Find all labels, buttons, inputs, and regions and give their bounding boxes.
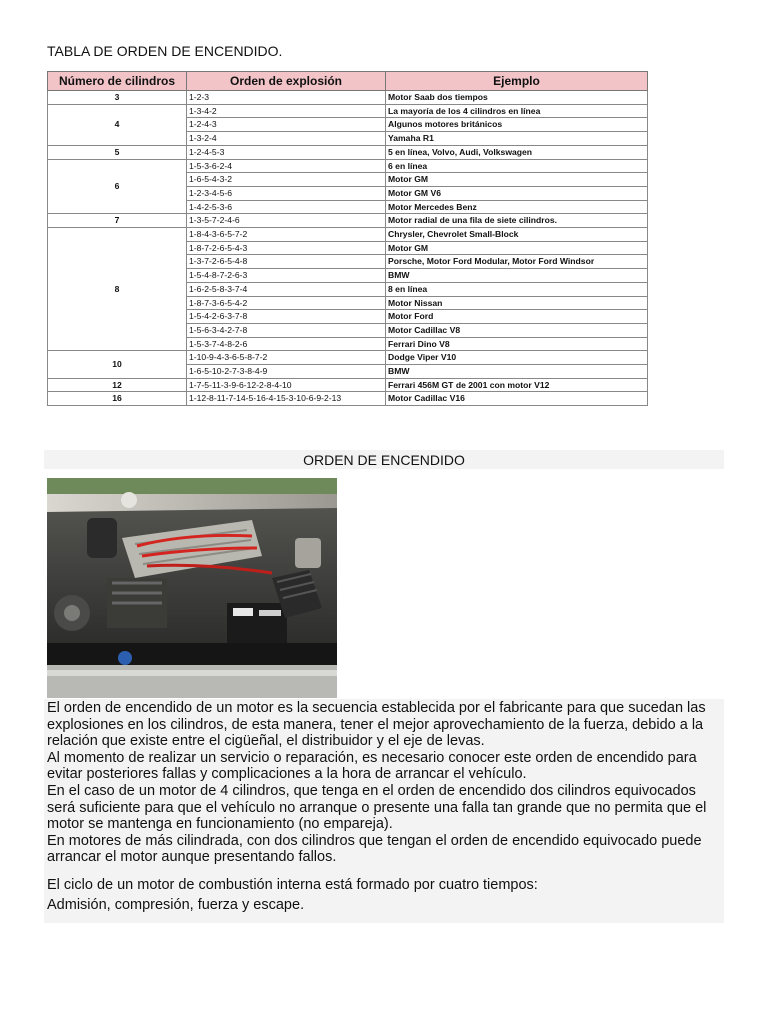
- table-row: [48, 351, 648, 365]
- cell-cylinders: 6: [48, 159, 187, 214]
- section-header-bar: [44, 450, 724, 469]
- cell-firing-order: 1-3-5-7-2-4-6: [187, 214, 386, 228]
- cell-example: Ferrari Dino V8: [386, 337, 648, 351]
- engine-bay-photo: [47, 478, 337, 698]
- cell-firing-order: 1-2-3: [187, 91, 386, 105]
- cell-firing-order: 1-4-2-5-3-6: [187, 200, 386, 214]
- cell-example: Motor Nissan: [386, 296, 648, 310]
- column-header-order: Orden de explosión: [187, 72, 386, 91]
- cell-example: Motor Cadillac V16: [386, 392, 648, 406]
- cell-example: Motor radial de una fila de siete cilindros.: [386, 214, 648, 228]
- cell-firing-order: 1-5-3-7-4-8-2-6: [187, 337, 386, 351]
- cell-example: 6 en línea: [386, 159, 648, 173]
- cell-firing-order: 1-2-3-4-5-6: [187, 186, 386, 200]
- cell-cylinders: 16: [48, 392, 187, 406]
- paragraph-more-cylinders: En motores de más cilindrada, con dos cilindros que tengan el orden de encendido equivocado puede arrancar el motor aunque presentando fallos.: [47, 832, 702, 866]
- cell-firing-order: 1-5-3-6-2-4: [187, 159, 386, 173]
- table-row: [48, 145, 648, 159]
- paragraph-service: Al momento de realizar un servicio o reparación, es necesario conocer este orden de encendido para evitar posteriores fallas y complicaciones a la hora de arrancar el vehículo.: [47, 749, 697, 783]
- cell-cylinders: 12: [48, 378, 187, 392]
- table-header-row: [48, 72, 648, 91]
- table-body: [48, 91, 648, 406]
- cell-example: La mayoría de los 4 cilindros en línea: [386, 104, 648, 118]
- cell-firing-order: 1-3-4-2: [187, 104, 386, 118]
- cell-firing-order: 1-5-4-2-6-3-7-8: [187, 310, 386, 324]
- cell-firing-order: 1-6-5-4-3-2: [187, 173, 386, 187]
- table-row: [48, 104, 648, 118]
- cell-example: 8 en línea: [386, 282, 648, 296]
- cell-cylinders: 7: [48, 214, 187, 228]
- cell-example: 5 en línea, Volvo, Audi, Volkswagen: [386, 145, 648, 159]
- cell-firing-order: 1-2-4-3: [187, 118, 386, 132]
- cell-example: Motor GM: [386, 241, 648, 255]
- cell-firing-order: 1-12-8-11-7-14-5-16-4-15-3-10-6-9-2-13: [187, 392, 386, 406]
- paragraph-four-cylinder: En el caso de un motor de 4 cilindros, que tenga en el orden de encendido dos cilindros equivocados será suficiente para que el vehículo no arranque o presente una falla tan grande que no permita que el motor se mantenga en funcionamiento (no empareja).: [47, 782, 707, 833]
- cell-firing-order: 1-8-7-2-6-5-4-3: [187, 241, 386, 255]
- section-title: ORDEN DE ENCENDIDO: [303, 452, 465, 468]
- cell-firing-order: 1-8-4-3-6-5-7-2: [187, 228, 386, 242]
- cell-firing-order: 1-5-4-8-7-2-6-3: [187, 269, 386, 283]
- paragraph-definition: El orden de encendido de un motor es la secuencia establecida por el fabricante para que sucedan las explosiones en los cilindros, de esta manera, tener el mejor aprovechamiento de la fuerza, debido a la relación que existe entre el cigüeñal, el distribuidor y el eje de levas.: [47, 700, 706, 750]
- cell-example: BMW: [386, 365, 648, 379]
- table-row: [48, 228, 648, 242]
- cell-example: Motor GM: [386, 173, 648, 187]
- cell-example: Motor Mercedes Benz: [386, 200, 648, 214]
- paragraph-cycle: El ciclo de un motor de combustión interna está formado por cuatro tiempos:: [47, 876, 538, 893]
- cell-example: Motor GM V6: [386, 186, 648, 200]
- cell-firing-order: 1-6-5-10-2-7-3-8-4-9: [187, 365, 386, 379]
- table-row: [48, 91, 648, 105]
- cell-firing-order: 1-3-2-4: [187, 132, 386, 146]
- cell-example: Ferrari 456M GT de 2001 con motor V12: [386, 378, 648, 392]
- firing-order-table: [47, 71, 648, 406]
- cell-example: Motor Cadillac V8: [386, 323, 648, 337]
- column-header-example: Ejemplo: [386, 72, 648, 91]
- cell-example: Motor Saab dos tiempos: [386, 91, 648, 105]
- paragraph-strokes: Admisión, compresión, fuerza y escape.: [47, 896, 305, 913]
- table-row: [48, 392, 648, 406]
- cell-firing-order: 1-7-5-11-3-9-6-12-2-8-4-10: [187, 378, 386, 392]
- cell-firing-order: 1-5-6-3-4-2-7-8: [187, 323, 386, 337]
- cell-example: Porsche, Motor Ford Modular, Motor Ford Windsor: [386, 255, 648, 269]
- cell-firing-order: 1-8-7-3-6-5-4-2: [187, 296, 386, 310]
- document-title: TABLA DE ORDEN DE ENCENDIDO.: [47, 43, 283, 59]
- cell-example: BMW: [386, 269, 648, 283]
- column-header-cylinders: Número de cilindros: [48, 72, 187, 91]
- cell-example: Yamaha R1: [386, 132, 648, 146]
- table-row: [48, 214, 648, 228]
- cell-cylinders: 10: [48, 351, 187, 378]
- cell-firing-order: 1-2-4-5-3: [187, 145, 386, 159]
- cell-cylinders: 5: [48, 145, 187, 159]
- cell-firing-order: 1-10-9-4-3-6-5-8-7-2: [187, 351, 386, 365]
- cell-cylinders: 3: [48, 91, 187, 105]
- cell-cylinders: 8: [48, 228, 187, 351]
- body-text: [47, 700, 723, 913]
- cell-example: Motor Ford: [386, 310, 648, 324]
- cell-example: Algunos motores británicos: [386, 118, 648, 132]
- table-row: [48, 378, 648, 392]
- cell-firing-order: 1-3-7-2-6-5-4-8: [187, 255, 386, 269]
- cell-example: Dodge Viper V10: [386, 351, 648, 365]
- cell-firing-order: 1-6-2-5-8-3-7-4: [187, 282, 386, 296]
- table-row: [48, 159, 648, 173]
- cell-example: Chrysler, Chevrolet Small-Block: [386, 228, 648, 242]
- cell-cylinders: 4: [48, 104, 187, 145]
